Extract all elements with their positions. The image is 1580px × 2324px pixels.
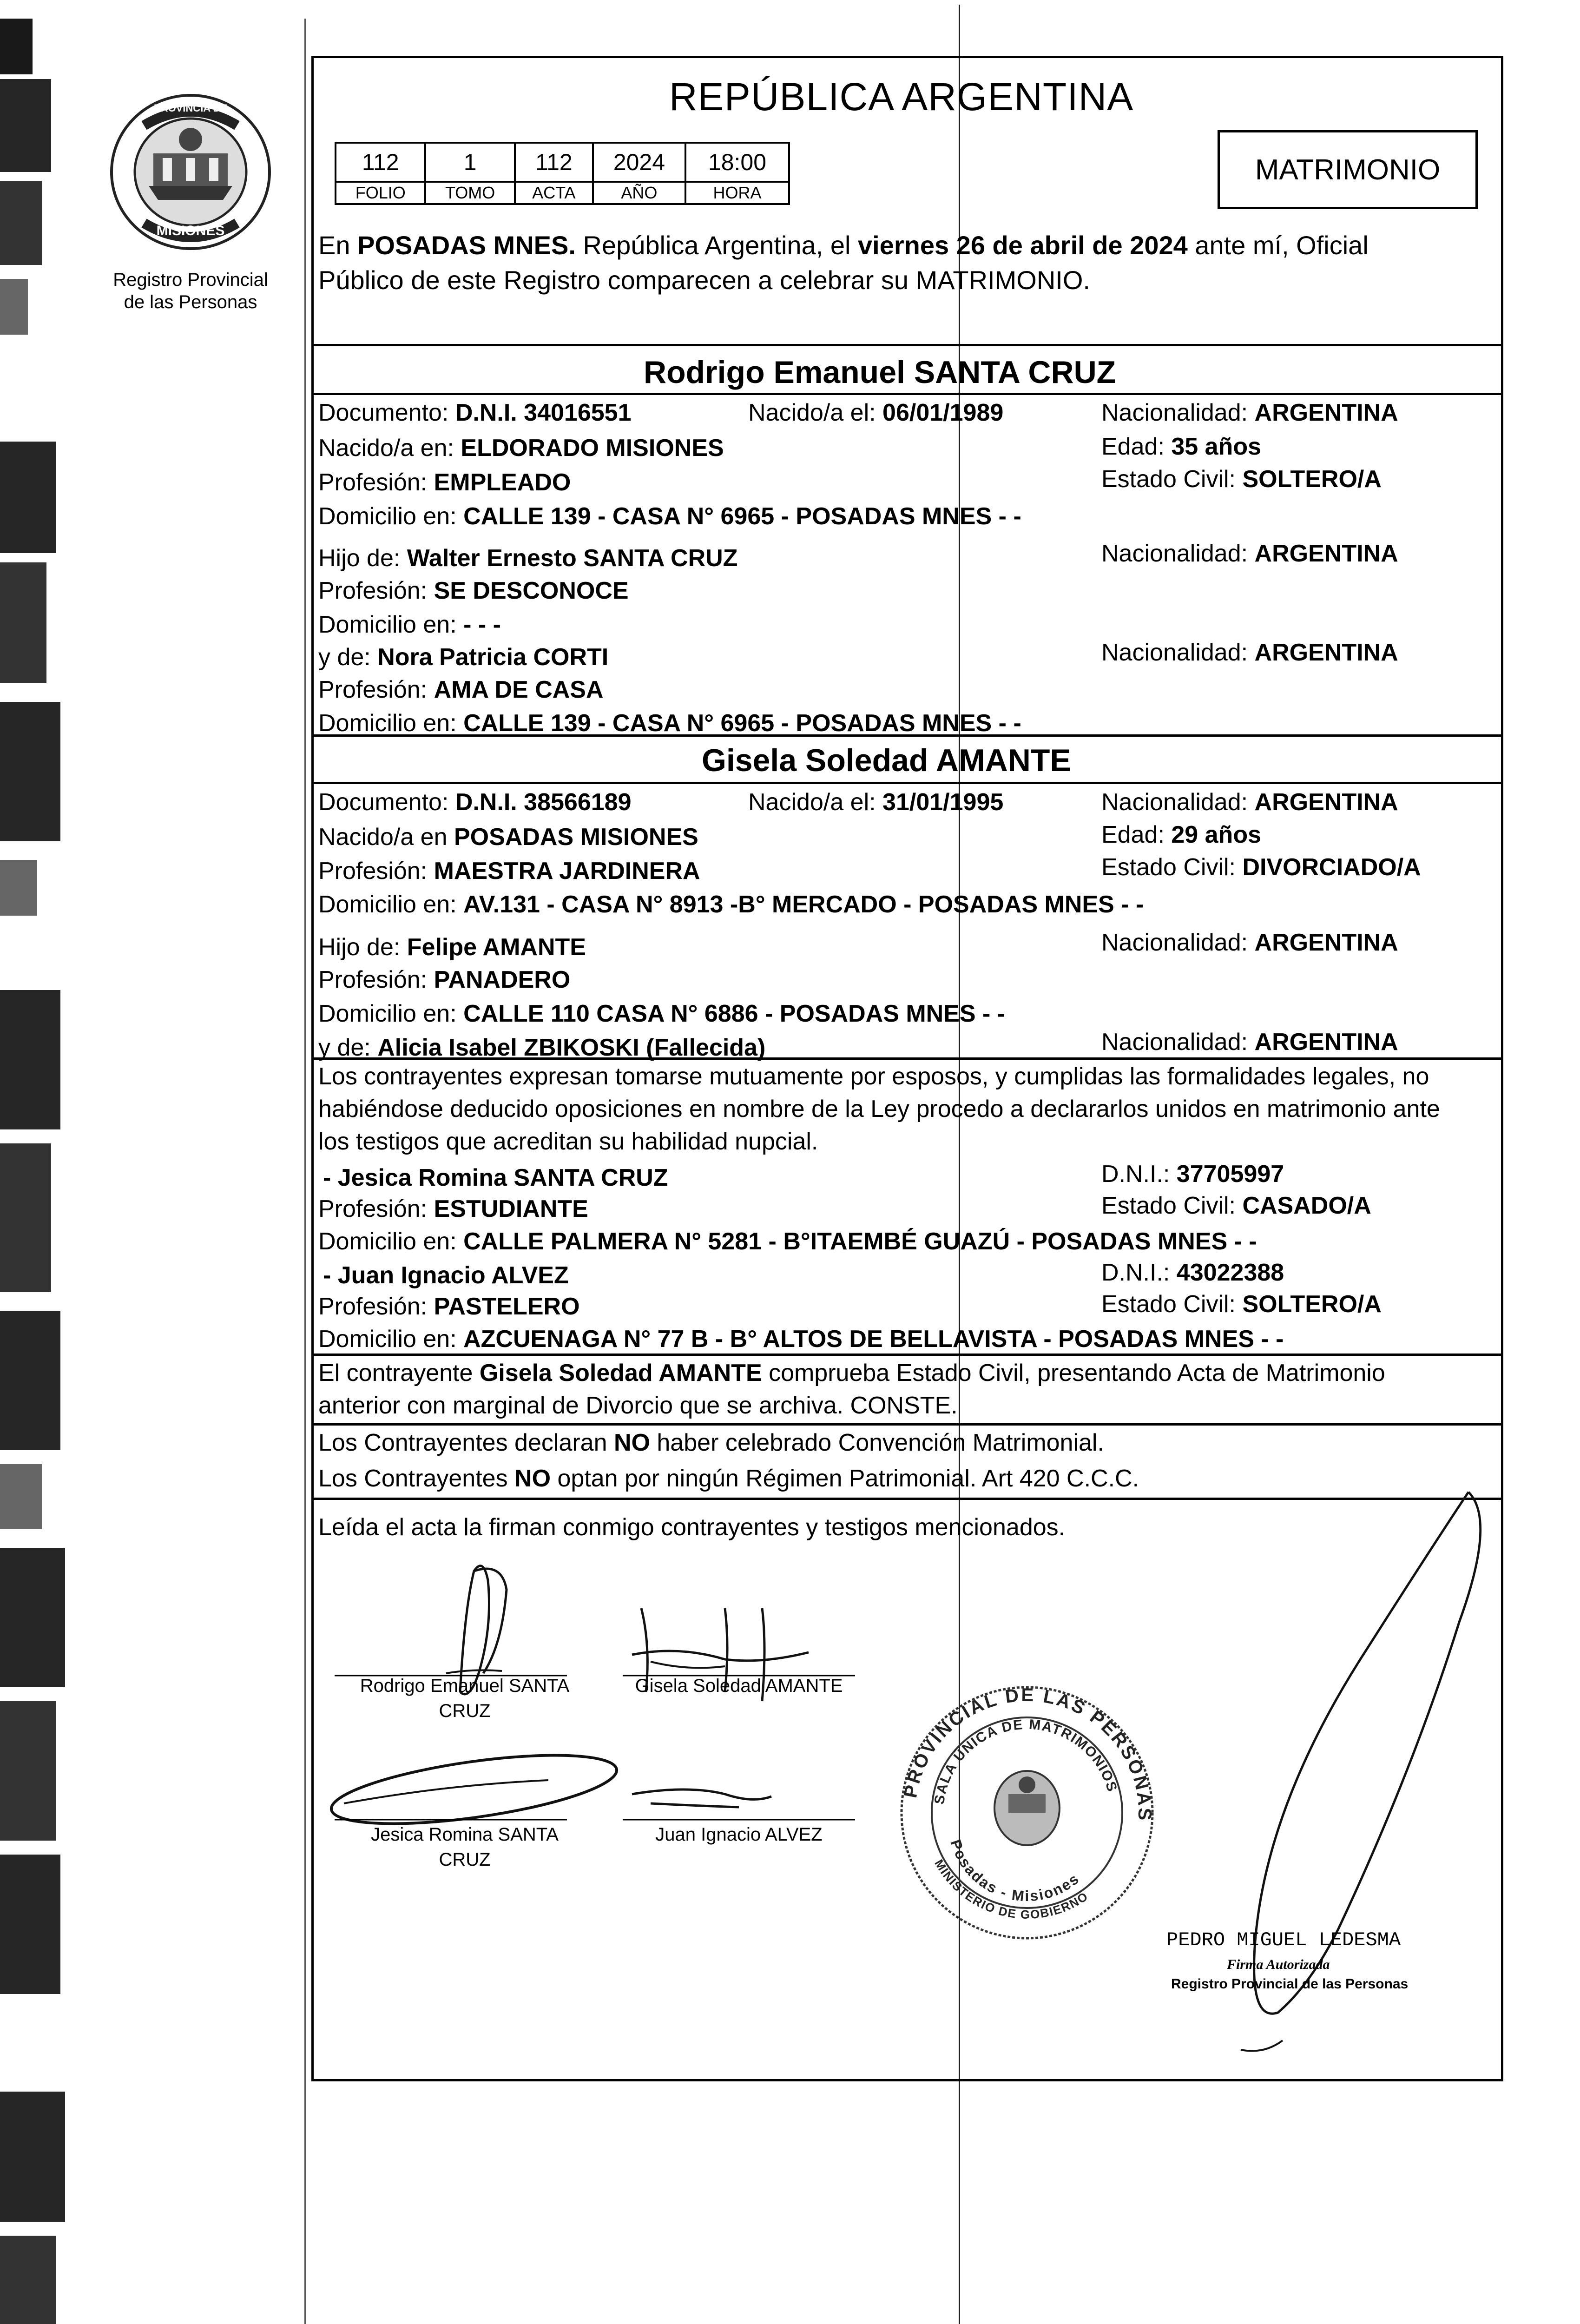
declaration-line3: los testigos que acreditan su habilidad nupcial. [318, 1128, 818, 1155]
value: Nora Patricia CORTI [377, 644, 609, 671]
value: 31/01/1995 [882, 789, 1004, 816]
spouse2-name-heading: Gisela Soledad AMANTE [702, 743, 1071, 778]
witness2-name: - Juan Ignacio ALVEZ [323, 1262, 569, 1289]
label: Profesión: [318, 1293, 434, 1320]
value: 35 años [1171, 433, 1261, 460]
spouse1-nationality [1101, 401, 1398, 425]
intro-line2: Público de este Registro comparecen a celebrar su MATRIMONIO. [318, 265, 1090, 295]
emphasis: NO [613, 1429, 650, 1456]
label: Hijo de: [318, 545, 407, 572]
spouse1-document [318, 401, 632, 425]
divorce-note-line1 [318, 1361, 1385, 1385]
value: 43022388 [1176, 1259, 1284, 1286]
value: 37705997 [1176, 1161, 1284, 1188]
label: Estado Civil: [1101, 1192, 1243, 1219]
hour-value: 18:00 [685, 143, 789, 182]
label: Profesión: [318, 966, 434, 993]
shield-text-top: PROVINCIA DE [153, 102, 228, 114]
label: Nacionalidad: [1101, 789, 1255, 816]
divider [311, 393, 1503, 395]
text: Los Contrayentes [318, 1465, 515, 1492]
spouse1-father-profession [318, 579, 629, 603]
spouse2-father-address [318, 1002, 1005, 1026]
label: Domicilio en: [318, 1228, 464, 1255]
intro-date: viernes 26 de abril de 2024 [857, 231, 1188, 260]
value: Alicia Isabel ZBIKOSKI (Fallecida) [377, 1034, 766, 1061]
divorce-note-line2: anterior con marginal de Divorcio que se archiva. CONSTE. [318, 1392, 958, 1419]
value: - - - [463, 611, 501, 638]
label: Nacionalidad: [1101, 399, 1255, 426]
label: Domicilio en: [318, 1000, 464, 1027]
officer-title: Firma Autorizada [1227, 1957, 1330, 1972]
spouse1-mother-address [318, 711, 1021, 735]
value: SOLTERO/A [1242, 466, 1382, 493]
intro-place: POSADAS MNES. [357, 231, 576, 260]
text: haber celebrado Convención Matrimonial. [650, 1429, 1104, 1456]
witness2-dni [1101, 1261, 1284, 1285]
country-title: REPÚBLICA ARGENTINA [669, 75, 1134, 119]
spouse1-profession [318, 470, 571, 495]
label: Documento: [318, 789, 455, 816]
spouse2-father-profession [318, 968, 570, 992]
text: optan por ningún Régimen Patrimonial. Art 420 C.C.C. [551, 1465, 1139, 1492]
label: Profesión: [318, 469, 434, 496]
value: ESTUDIANTE [434, 1195, 588, 1222]
value: Walter Ernesto SANTA CRUZ [407, 545, 738, 572]
spouse1-address [318, 504, 1021, 528]
divider [311, 782, 1503, 784]
acta-value: 112 [515, 143, 593, 182]
spouse2-birthplace [318, 825, 698, 849]
spouse2-civil-status [1101, 855, 1421, 879]
act-type-box: MATRIMONIO [1218, 130, 1478, 209]
seal-outer-text: PROVINCIAL DE LAS PERSONAS [900, 1684, 1155, 1822]
signature-intro: Leída el acta la firman conmigo contrayentes y testigos mencionados. [318, 1514, 1066, 1541]
spouse1-mother-profession [318, 678, 604, 702]
witness1-profession [318, 1197, 588, 1221]
witness1-dni [1101, 1162, 1284, 1186]
value: AV.131 - CASA N° 8913 -B° MERCADO - POSADAS MNES - - [463, 891, 1144, 918]
value: AMA DE CASA [434, 676, 604, 703]
spouse2-document [318, 790, 632, 814]
label: Edad: [1101, 433, 1172, 460]
intro-text: En [318, 231, 358, 260]
value: POSADAS MISIONES [454, 824, 698, 851]
official-seal [897, 1683, 1157, 1943]
spouse1-birthplace [318, 436, 724, 460]
tomo-value: 1 [425, 143, 514, 182]
scan-artifact-top [0, 19, 65, 344]
value: ARGENTINA [1254, 929, 1398, 956]
spouse2-nationality [1101, 790, 1398, 814]
divider [311, 344, 1503, 346]
spouse2-mother [318, 1036, 765, 1060]
value: ARGENTINA [1254, 789, 1398, 816]
text: comprueba Estado Civil, presentando Acta de Matrimonio [762, 1360, 1385, 1386]
scan-fold-line-left [304, 19, 306, 2324]
label: Domicilio en: [318, 891, 464, 918]
declaration-line2: habiéndose deducido oposiciones en nombre de la Ley procedo a declararlos unidos en matrimonio ante [318, 1096, 1440, 1122]
label: Nacido/a el: [748, 399, 883, 426]
witness2-profession [318, 1294, 580, 1319]
witness1-address [318, 1229, 1257, 1254]
value: Felipe AMANTE [407, 934, 586, 961]
label: Nacionalidad: [1101, 540, 1255, 567]
scan-artifact-bottom [0, 2092, 65, 2324]
seal-inner-text: SALA ÚNICA DE MATRIMONIOS [931, 1717, 1120, 1806]
witness2-address [318, 1327, 1284, 1351]
spouse2-mother-nationality [1101, 1030, 1398, 1054]
scan-artifact-mid1 [0, 442, 65, 930]
scan-artifact-mid2 [0, 990, 65, 1538]
seal-ministry-text: MINISTERIO DE GOBIERNO [932, 1857, 1091, 1921]
label: Nacionalidad: [1101, 1029, 1255, 1056]
label: Profesión: [318, 676, 434, 703]
signature-label-spouse2: Gisela Soledad AMANTE [635, 1676, 843, 1696]
label: y de: [318, 1034, 378, 1061]
value: CALLE 139 - CASA N° 6965 - POSADAS MNES - - [463, 710, 1021, 737]
text: Los Contrayentes declaran [318, 1429, 614, 1456]
year-value: 2024 [593, 143, 685, 182]
divider [311, 734, 1503, 737]
record-reference-table [335, 142, 790, 205]
witness1-name: - Jesica Romina SANTA CRUZ [323, 1164, 668, 1191]
value: SE DESCONOCE [434, 577, 629, 604]
value: ARGENTINA [1254, 1029, 1398, 1056]
value: SOLTERO/A [1242, 1291, 1382, 1318]
label: Domicilio en: [318, 503, 464, 530]
registry-name-line1: Registro Provincial [113, 270, 268, 290]
label: Domicilio en: [318, 1326, 464, 1353]
spouse1-mother-nationality [1101, 640, 1398, 665]
text: El contrayente [318, 1360, 480, 1386]
intro-text: República Argentina, el [575, 231, 858, 260]
value: ARGENTINA [1254, 540, 1398, 567]
label: Estado Civil: [1101, 1291, 1243, 1318]
convention-note [318, 1431, 1104, 1455]
signature-label-spouse1 [325, 1673, 604, 1723]
value: PASTELERO [434, 1293, 580, 1320]
acta-label: ACTA [515, 182, 593, 204]
label: Domicilio en: [318, 710, 464, 737]
value: 06/01/1989 [882, 399, 1004, 426]
signature-label-witness2: Juan Ignacio ALVEZ [655, 1824, 823, 1845]
emphasis: NO [514, 1465, 551, 1492]
value: EMPLEADO [434, 469, 571, 496]
label: Nacionalidad: [1101, 929, 1255, 956]
spouse1-age [1101, 435, 1261, 459]
value: CALLE PALMERA N° 5281 - B°ITAEMBÉ GUAZÚ - POSADAS MNES - - [463, 1228, 1257, 1255]
label-line: Jesica Romina SANTA [371, 1824, 559, 1845]
value: CASADO/A [1242, 1192, 1371, 1219]
declaration-line1: Los contrayentes expresan tomarse mutuamente por esposos, y cumplidas las formalidades legales, no [318, 1063, 1429, 1090]
intro-text: ante mí, Oficial [1187, 231, 1369, 260]
shield-text-bottom: MISIONES [156, 223, 225, 238]
value: MAESTRA JARDINERA [434, 858, 700, 885]
spouse2-age [1101, 823, 1261, 847]
divider [311, 1423, 1503, 1426]
label: Profesión: [318, 858, 434, 885]
spouse2-father-nationality [1101, 931, 1398, 955]
spouse2-address [318, 892, 1144, 917]
label: Nacido/a el: [748, 789, 883, 816]
value: DIVORCIADO/A [1242, 854, 1421, 881]
value: AZCUENAGA N° 77 B - B° ALTOS DE BELLAVISTA - POSADAS MNES - - [463, 1326, 1284, 1353]
witness2-civil-status [1101, 1292, 1382, 1316]
label-line: CRUZ [439, 1849, 491, 1870]
value: ELDORADO MISIONES [461, 435, 724, 462]
label-line: CRUZ [439, 1701, 491, 1721]
label: Domicilio en: [318, 611, 464, 638]
tomo-label: TOMO [425, 182, 514, 204]
signature-label-witness1 [325, 1822, 604, 1872]
label: Documento: [318, 399, 455, 426]
label: Profesión: [318, 1195, 434, 1222]
divider [311, 1057, 1503, 1060]
spouse2-birthdate [748, 790, 1003, 814]
spouse1-birthdate [748, 401, 1003, 425]
value: CALLE 110 CASA N° 6886 - POSADAS MNES - - [463, 1000, 1006, 1027]
registry-name-line2: de las Personas [124, 292, 257, 312]
officer-name: PEDRO MIGUEL LEDESMA [1166, 1929, 1401, 1951]
label: Nacionalidad: [1101, 639, 1255, 666]
label: Edad: [1101, 821, 1172, 848]
label: Estado Civil: [1101, 466, 1243, 493]
spouse1-mother [318, 645, 608, 669]
value: ARGENTINA [1254, 639, 1398, 666]
value: D.N.I. 38566189 [455, 789, 632, 816]
witness1-civil-status [1101, 1194, 1371, 1218]
spouse2-profession [318, 859, 700, 883]
registry-name [74, 269, 307, 313]
label: y de: [318, 644, 378, 671]
label: D.N.I.: [1101, 1259, 1177, 1286]
divider [311, 1353, 1503, 1356]
spouse1-civil-status [1101, 467, 1382, 491]
seal-bottom-text: Posadas - Misiones [947, 1837, 1083, 1905]
hour-label: HORA [685, 182, 789, 204]
year-label: AÑO [593, 182, 685, 204]
scan-artifact-low [0, 1548, 65, 2013]
officer-office: Registro Provincial de las Personas [1171, 1976, 1409, 1992]
value: PANADERO [434, 966, 571, 993]
label: D.N.I.: [1101, 1161, 1177, 1188]
name: Gisela Soledad AMANTE [479, 1360, 762, 1386]
folio-label: FOLIO [336, 182, 425, 204]
folio-value: 112 [336, 143, 425, 182]
spouse1-name-heading: Rodrigo Emanuel SANTA CRUZ [644, 355, 1116, 390]
label: Nacido/a en: [318, 435, 461, 462]
spouse1-father-address [318, 613, 501, 637]
label-line: Rodrigo Emanuel SANTA [360, 1676, 570, 1696]
value: 29 años [1171, 821, 1261, 848]
value: ARGENTINA [1254, 399, 1398, 426]
label: Profesión: [318, 577, 434, 604]
value: CALLE 139 - CASA N° 6965 - POSADAS MNES - - [463, 503, 1021, 530]
spouse2-father [318, 935, 586, 959]
intro-line1 [318, 232, 1369, 258]
label: Estado Civil: [1101, 854, 1243, 881]
value: D.N.I. 34016551 [455, 399, 632, 426]
spouse1-father-nationality [1101, 541, 1398, 566]
regime-note [318, 1466, 1139, 1491]
spouse1-father [318, 546, 737, 570]
label: Hijo de: [318, 934, 407, 961]
label: Nacido/a en [318, 824, 454, 851]
